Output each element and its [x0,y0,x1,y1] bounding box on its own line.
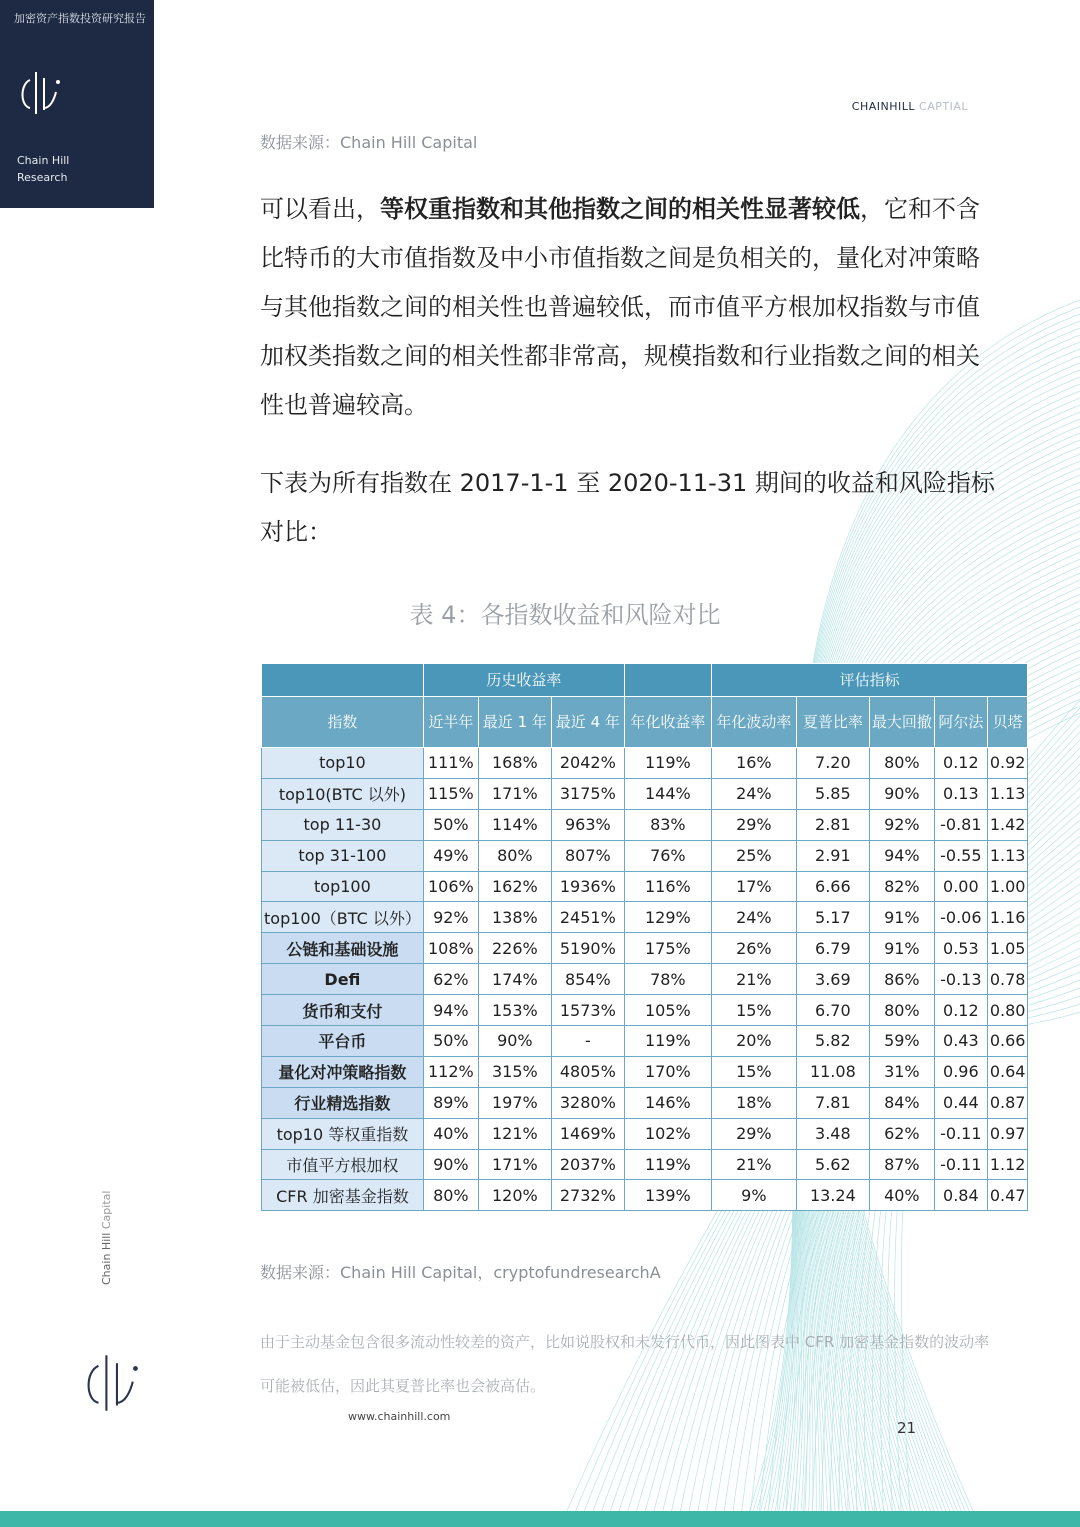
table-caption: 表 4：各指数收益和风险对比 [409,601,721,629]
table-cell: 20% [711,1026,796,1057]
table-body [262,748,1028,1211]
table-cell: 854% [551,964,624,995]
table-cell: 31% [869,1056,934,1087]
table-cell: 5.17 [796,902,869,933]
table-cell: 2042% [551,748,624,779]
table-cell: 84% [869,1087,934,1118]
index-name-cell: 行业精选指数 [262,1087,424,1118]
column-header: 最近 4 年 [551,697,624,748]
table-cell: 3280% [551,1087,624,1118]
table-cell: 139% [624,1180,711,1211]
page-number: 21 [897,1419,917,1437]
table-cell: 2.91 [796,840,869,871]
table-cell: 21% [711,964,796,995]
table-cell: 112% [423,1056,478,1087]
table-cell: 0.53 [934,933,987,964]
table-cell: 115% [423,778,478,809]
table-cell: 119% [624,1026,711,1057]
table-cell: 1.42 [987,809,1028,840]
analysis-paragraph [260,185,995,430]
table-cell: - [551,1026,624,1057]
table-cell: 17% [711,871,796,902]
table-cell: 80% [478,840,551,871]
table-cell: 82% [869,871,934,902]
table-cell: 120% [478,1180,551,1211]
table-cell: -0.13 [934,964,987,995]
table-cell: 807% [551,840,624,871]
table-cell: 11.08 [796,1056,869,1087]
table-cell: 18% [711,1087,796,1118]
table-row [262,871,1028,902]
data-source-top: 数据来源：Chain Hill Capital [260,133,478,152]
table-row [262,1180,1028,1211]
table-cell: 1.05 [987,933,1028,964]
table-cell: 0.00 [934,871,987,902]
chainhill-bottom-logo-icon [80,1350,146,1416]
table-group-header-row [262,664,1028,697]
table-cell: 50% [423,809,478,840]
table-cell: 90% [478,1026,551,1057]
brand-main: CHAINHILL [851,100,916,113]
table-row [262,809,1028,840]
table-cell: 76% [624,840,711,871]
table-cell: 1573% [551,995,624,1026]
table-cell: 78% [624,964,711,995]
table-cell: 92% [423,902,478,933]
table-intro-paragraph: 下表为所有指数在 2017-1-1 至 2020-11-31 期间的收益和风险指标对比： [260,469,995,546]
table-cell: 138% [478,902,551,933]
table-cell: 5.62 [796,1149,869,1180]
table-cell: 1469% [551,1118,624,1149]
table-row [262,1149,1028,1180]
table-cell: 1.13 [987,840,1028,871]
table-cell: 0.80 [987,995,1028,1026]
table-cell: 102% [624,1118,711,1149]
table-cell: -0.55 [934,840,987,871]
table-cell: 2451% [551,902,624,933]
table-cell: 0.43 [934,1026,987,1057]
footnote-text: 由于主动基金包含很多流动性较差的资产，比如说股权和未发行代币，因此图表中 CFR 加密基金指数的波动率可能被低估，因此其夏普比率也会被高估。 [260,1333,990,1395]
chainhill-logo-icon [16,68,66,118]
table-cell: 106% [423,871,478,902]
table-cell: 16% [711,748,796,779]
table-cell: -0.81 [934,809,987,840]
table-cell: 83% [624,809,711,840]
table-row [262,840,1028,871]
table-cell: 90% [423,1149,478,1180]
table-cell: 0.66 [987,1026,1028,1057]
index-name-cell: 平台币 [262,1026,424,1057]
corner-brand-block [0,0,154,208]
table-cell: 94% [423,995,478,1026]
table-cell: 0.84 [934,1180,987,1211]
table-cell: 1.00 [987,871,1028,902]
table-cell: 1.12 [987,1149,1028,1180]
table-cell: 13.24 [796,1180,869,1211]
table-cell: 80% [869,748,934,779]
research-label [17,152,69,186]
group-header-empty [624,664,711,697]
table-cell: 6.66 [796,871,869,902]
table-cell: 62% [423,964,478,995]
table-cell: 90% [869,778,934,809]
group-header-empty [262,664,424,697]
research-line-1: Chain Hill [17,154,70,167]
document-title: 加密资产指数投资研究报告 [14,12,146,25]
table-cell: 3175% [551,778,624,809]
footer-bar [0,1511,1080,1527]
table-cell: 6.79 [796,933,869,964]
table-cell: 24% [711,778,796,809]
website-url[interactable]: www.chainhill.com [348,1410,451,1423]
index-name-cell: top10(BTC 以外) [262,778,424,809]
paragraph-prefix: 可以看出， [260,195,380,223]
table-cell: 80% [423,1180,478,1211]
table-cell: 105% [624,995,711,1026]
table-row [262,1087,1028,1118]
table-cell: 29% [711,809,796,840]
brand-cap: CAPTIAL [919,100,968,113]
column-header: 年化波动率 [711,697,796,748]
table-cell: 108% [423,933,478,964]
table-cell: 119% [624,748,711,779]
table-cell: 226% [478,933,551,964]
table-row [262,1056,1028,1087]
table-cell: 146% [624,1087,711,1118]
table-cell: 5.82 [796,1026,869,1057]
table-cell: 168% [478,748,551,779]
paragraph-bold-emphasis: 等权重指数和其他指数之间的相关性显著较低 [380,195,860,223]
group-header-metrics: 评估指标 [711,664,1028,697]
table-cell: 6.70 [796,995,869,1026]
table-cell: 21% [711,1149,796,1180]
table-cell: 26% [711,933,796,964]
column-header: 阿尔法 [934,697,987,748]
table-cell: 162% [478,871,551,902]
index-name-cell: 货币和支付 [262,995,424,1026]
table-cell: 25% [711,840,796,871]
table-cell: 91% [869,933,934,964]
table-cell: -0.11 [934,1149,987,1180]
column-header: 最近 1 年 [478,697,551,748]
index-name-cell: top 11-30 [262,809,424,840]
table-row [262,1026,1028,1057]
table-cell: 0.87 [987,1087,1028,1118]
table-row [262,1118,1028,1149]
group-header-returns: 历史收益率 [423,664,624,697]
table-cell: 0.47 [987,1180,1028,1211]
table-row [262,902,1028,933]
table-cell: 963% [551,809,624,840]
table-cell: 80% [869,995,934,1026]
table-cell: 175% [624,933,711,964]
column-header: 年化收益率 [624,697,711,748]
table-cell: 1936% [551,871,624,902]
table-cell: 29% [711,1118,796,1149]
table-cell: 94% [869,840,934,871]
column-header: 最大回撤 [869,697,934,748]
table-cell: 2.81 [796,809,869,840]
table-cell: 0.13 [934,778,987,809]
vertical-brand-cap: Capital [100,1190,113,1230]
table-cell: 153% [478,995,551,1026]
index-name-cell: 公链和基础设施 [262,933,424,964]
index-comparison-table [261,663,1028,1211]
table-cell: 15% [711,995,796,1026]
column-header: 夏普比率 [796,697,869,748]
index-name-cell: top100（BTC 以外） [262,902,424,933]
table-cell: 0.97 [987,1118,1028,1149]
table-cell: 171% [478,778,551,809]
table-cell: 92% [869,809,934,840]
vertical-brand-text [100,1191,113,1285]
table-cell: 59% [869,1026,934,1057]
table-cell: 62% [869,1118,934,1149]
table-cell: 24% [711,902,796,933]
vertical-brand-main: Chain Hill [100,1232,113,1285]
table-cell: 91% [869,902,934,933]
table-cell: 2732% [551,1180,624,1211]
table-cell: 119% [624,1149,711,1180]
table-cell: 114% [478,809,551,840]
table-cell: 5190% [551,933,624,964]
table-cell: 7.81 [796,1087,869,1118]
table-cell: 9% [711,1180,796,1211]
table-cell: 87% [869,1149,934,1180]
table-cell: 2037% [551,1149,624,1180]
table-cell: 174% [478,964,551,995]
table-cell: 315% [478,1056,551,1087]
table-cell: 7.20 [796,748,869,779]
table-cell: 0.78 [987,964,1028,995]
table-cell: 129% [624,902,711,933]
data-source-bottom: 数据来源：Chain Hill Capital，cryptofundresearchA [260,1263,661,1282]
column-header: 贝塔 [987,697,1028,748]
table-cell: -0.06 [934,902,987,933]
table-cell: 49% [423,840,478,871]
table-row [262,778,1028,809]
column-header: 近半年 [423,697,478,748]
table-cell: 116% [624,871,711,902]
research-line-2: Research [17,171,68,184]
table-cell: 89% [423,1087,478,1118]
table-cell: 170% [624,1056,711,1087]
table-cell: 15% [711,1056,796,1087]
table-cell: 1.13 [987,778,1028,809]
table-cell: 197% [478,1087,551,1118]
column-header: 指数 [262,697,424,748]
table-cell: 0.12 [934,995,987,1026]
table-cell: 0.44 [934,1087,987,1118]
table-cell: 0.92 [987,748,1028,779]
brand-wordmark [852,100,968,113]
table-cell: 3.69 [796,964,869,995]
index-name-cell: top100 [262,871,424,902]
table-column-header-row [262,697,1028,748]
index-name-cell: Defi [262,964,424,995]
index-name-cell: top 31-100 [262,840,424,871]
table-cell: 1.16 [987,902,1028,933]
index-name-cell: CFR 加密基金指数 [262,1180,424,1211]
index-name-cell: 量化对冲策略指数 [262,1056,424,1087]
table-row [262,964,1028,995]
table-cell: 50% [423,1026,478,1057]
table-row [262,995,1028,1026]
table-row [262,748,1028,779]
table-cell: 171% [478,1149,551,1180]
table-cell: 111% [423,748,478,779]
table-cell: 121% [478,1118,551,1149]
table-cell: 5.85 [796,778,869,809]
table-cell: 3.48 [796,1118,869,1149]
index-name-cell: top10 等权重指数 [262,1118,424,1149]
table-cell: 0.64 [987,1056,1028,1087]
table-cell: 0.96 [934,1056,987,1087]
index-name-cell: 市值平方根加权 [262,1149,424,1180]
table-cell: 40% [423,1118,478,1149]
paragraph-suffix: ，它和不含比特币的大市值指数及中小市值指数之间是负相关的，量化对冲策略与其他指数之间的相关性也普遍较低，而市值平方根加权指数与市值加权类指数之间的相关性都非常高，规模指数和行业指数之间的相关性也普遍较高。 [260,195,980,419]
table-cell: 86% [869,964,934,995]
table-cell: 4805% [551,1056,624,1087]
table-cell: 40% [869,1180,934,1211]
table-row [262,933,1028,964]
index-name-cell: top10 [262,748,424,779]
table-cell: 144% [624,778,711,809]
table-cell: -0.11 [934,1118,987,1149]
table-cell: 0.12 [934,748,987,779]
